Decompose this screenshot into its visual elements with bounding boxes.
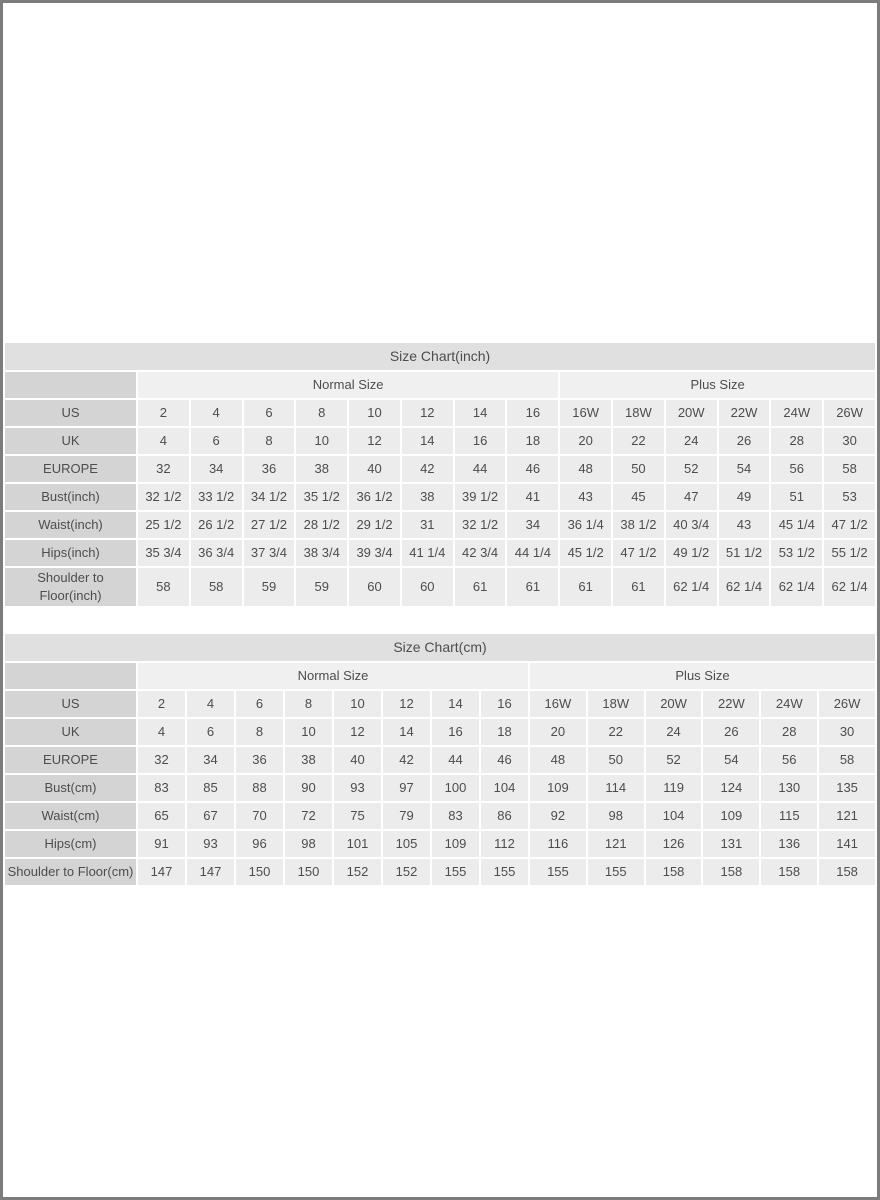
size-value-cell: 86 xyxy=(481,803,528,829)
size-value-cell: 65 xyxy=(138,803,185,829)
size-value-cell: 14 xyxy=(432,691,479,717)
table-row xyxy=(5,512,875,538)
size-value-cell: 22W xyxy=(703,691,759,717)
size-value-cell: 35 3/4 xyxy=(138,540,189,566)
size-value-cell: 46 xyxy=(507,456,558,482)
size-value-cell: 32 xyxy=(138,747,185,773)
size-value-cell: 26 1/2 xyxy=(191,512,242,538)
row-label: Hips(cm) xyxy=(5,831,136,857)
size-value-cell: 36 1/4 xyxy=(560,512,611,538)
size-value-cell: 158 xyxy=(646,859,702,885)
size-value-cell: 36 xyxy=(236,747,283,773)
size-value-cell: 47 1/2 xyxy=(824,512,875,538)
size-value-cell: 22 xyxy=(588,719,644,745)
size-value-cell: 38 xyxy=(402,484,453,510)
size-value-cell: 10 xyxy=(285,719,332,745)
table-row xyxy=(5,691,875,717)
size-value-cell: 34 xyxy=(507,512,558,538)
size-value-cell: 115 xyxy=(761,803,817,829)
size-value-cell: 61 xyxy=(507,568,558,606)
size-value-cell: 104 xyxy=(481,775,528,801)
table-row xyxy=(5,456,875,482)
size-value-cell: 109 xyxy=(530,775,586,801)
size-value-cell: 116 xyxy=(530,831,586,857)
size-value-cell: 93 xyxy=(187,831,234,857)
size-value-cell: 20 xyxy=(560,428,611,454)
size-value-cell: 35 1/2 xyxy=(296,484,347,510)
size-value-cell: 34 xyxy=(187,747,234,773)
size-value-cell: 158 xyxy=(819,859,875,885)
size-value-cell: 16 xyxy=(432,719,479,745)
size-value-cell: 75 xyxy=(334,803,381,829)
row-label: Bust(cm) xyxy=(5,775,136,801)
size-value-cell: 20W xyxy=(646,691,702,717)
size-value-cell: 32 1/2 xyxy=(138,484,189,510)
row-label: US xyxy=(5,400,136,426)
column-group-row xyxy=(5,372,875,398)
row-label: Waist(inch) xyxy=(5,512,136,538)
size-value-cell: 147 xyxy=(187,859,234,885)
size-value-cell: 52 xyxy=(646,747,702,773)
size-value-cell: 39 1/2 xyxy=(455,484,506,510)
size-value-cell: 14 xyxy=(383,719,430,745)
column-group-header: Normal Size xyxy=(138,663,528,689)
size-value-cell: 54 xyxy=(703,747,759,773)
size-chart-inch-section xyxy=(3,341,877,608)
size-value-cell: 38 xyxy=(285,747,332,773)
size-value-cell: 14 xyxy=(402,428,453,454)
size-value-cell: 104 xyxy=(646,803,702,829)
size-value-cell: 16 xyxy=(455,428,506,454)
size-value-cell: 53 xyxy=(824,484,875,510)
size-value-cell: 67 xyxy=(187,803,234,829)
size-value-cell: 100 xyxy=(432,775,479,801)
size-value-cell: 42 xyxy=(383,747,430,773)
size-value-cell: 45 1/4 xyxy=(771,512,822,538)
size-value-cell: 20W xyxy=(666,400,717,426)
size-value-cell: 150 xyxy=(236,859,283,885)
size-value-cell: 26W xyxy=(824,400,875,426)
size-value-cell: 155 xyxy=(530,859,586,885)
size-value-cell: 58 xyxy=(138,568,189,606)
size-value-cell: 2 xyxy=(138,691,185,717)
size-value-cell: 41 xyxy=(507,484,558,510)
size-value-cell: 6 xyxy=(244,400,295,426)
column-group-header: Normal Size xyxy=(138,372,558,398)
size-value-cell: 97 xyxy=(383,775,430,801)
table-title-row xyxy=(5,634,875,661)
size-value-cell: 46 xyxy=(481,747,528,773)
size-value-cell: 10 xyxy=(296,428,347,454)
size-value-cell: 47 xyxy=(666,484,717,510)
size-value-cell: 98 xyxy=(588,803,644,829)
size-value-cell: 92 xyxy=(530,803,586,829)
size-value-cell: 41 1/4 xyxy=(402,540,453,566)
size-chart-cm-table xyxy=(3,632,877,887)
size-value-cell: 10 xyxy=(349,400,400,426)
size-value-cell: 18 xyxy=(481,719,528,745)
size-value-cell: 2 xyxy=(138,400,189,426)
size-value-cell: 58 xyxy=(819,747,875,773)
size-value-cell: 58 xyxy=(824,456,875,482)
table-row xyxy=(5,568,875,606)
size-value-cell: 158 xyxy=(703,859,759,885)
size-value-cell: 29 1/2 xyxy=(349,512,400,538)
size-value-cell: 30 xyxy=(824,428,875,454)
size-value-cell: 12 xyxy=(383,691,430,717)
size-value-cell: 51 xyxy=(771,484,822,510)
size-value-cell: 98 xyxy=(285,831,332,857)
size-value-cell: 59 xyxy=(296,568,347,606)
size-value-cell: 112 xyxy=(481,831,528,857)
size-value-cell: 16 xyxy=(507,400,558,426)
size-value-cell: 27 1/2 xyxy=(244,512,295,538)
size-value-cell: 36 xyxy=(244,456,295,482)
size-value-cell: 30 xyxy=(819,719,875,745)
size-value-cell: 60 xyxy=(349,568,400,606)
size-value-cell: 131 xyxy=(703,831,759,857)
size-value-cell: 61 xyxy=(455,568,506,606)
size-value-cell: 4 xyxy=(138,428,189,454)
size-value-cell: 28 1/2 xyxy=(296,512,347,538)
size-value-cell: 12 xyxy=(334,719,381,745)
size-value-cell: 60 xyxy=(402,568,453,606)
size-value-cell: 14 xyxy=(455,400,506,426)
size-chart-inch-body xyxy=(5,343,875,606)
size-value-cell: 105 xyxy=(383,831,430,857)
size-value-cell: 83 xyxy=(432,803,479,829)
size-value-cell: 49 xyxy=(719,484,770,510)
size-value-cell: 50 xyxy=(613,456,664,482)
size-value-cell: 155 xyxy=(481,859,528,885)
table-row xyxy=(5,775,875,801)
column-group-header: Plus Size xyxy=(560,372,875,398)
size-value-cell: 91 xyxy=(138,831,185,857)
size-value-cell: 59 xyxy=(244,568,295,606)
size-value-cell: 121 xyxy=(588,831,644,857)
size-value-cell: 18W xyxy=(588,691,644,717)
row-label: UK xyxy=(5,428,136,454)
corner-cell xyxy=(5,663,136,689)
size-value-cell: 88 xyxy=(236,775,283,801)
row-label: EUROPE xyxy=(5,456,136,482)
size-value-cell: 38 xyxy=(296,456,347,482)
column-group-header: Plus Size xyxy=(530,663,875,689)
size-value-cell: 31 xyxy=(402,512,453,538)
table-row xyxy=(5,719,875,745)
size-value-cell: 44 xyxy=(432,747,479,773)
size-value-cell: 38 3/4 xyxy=(296,540,347,566)
size-value-cell: 8 xyxy=(296,400,347,426)
size-value-cell: 40 xyxy=(334,747,381,773)
size-value-cell: 24 xyxy=(666,428,717,454)
size-value-cell: 40 xyxy=(349,456,400,482)
size-chart-cm-body xyxy=(5,634,875,885)
size-value-cell: 79 xyxy=(383,803,430,829)
table-title: Size Chart(inch) xyxy=(5,343,875,370)
corner-cell xyxy=(5,372,136,398)
size-value-cell: 43 xyxy=(560,484,611,510)
size-value-cell: 45 xyxy=(613,484,664,510)
size-value-cell: 12 xyxy=(349,428,400,454)
size-value-cell: 52 xyxy=(666,456,717,482)
size-value-cell: 38 1/2 xyxy=(613,512,664,538)
size-value-cell: 119 xyxy=(646,775,702,801)
size-value-cell: 6 xyxy=(187,719,234,745)
size-value-cell: 37 3/4 xyxy=(244,540,295,566)
size-value-cell: 36 1/2 xyxy=(349,484,400,510)
size-value-cell: 141 xyxy=(819,831,875,857)
size-value-cell: 24W xyxy=(771,400,822,426)
size-value-cell: 48 xyxy=(530,747,586,773)
size-value-cell: 45 1/2 xyxy=(560,540,611,566)
row-label: Hips(inch) xyxy=(5,540,136,566)
size-value-cell: 109 xyxy=(432,831,479,857)
table-row xyxy=(5,747,875,773)
size-chart-cm-section xyxy=(3,632,877,887)
size-value-cell: 6 xyxy=(236,691,283,717)
size-value-cell: 121 xyxy=(819,803,875,829)
size-value-cell: 36 3/4 xyxy=(191,540,242,566)
size-value-cell: 8 xyxy=(236,719,283,745)
size-value-cell: 126 xyxy=(646,831,702,857)
size-value-cell: 62 1/4 xyxy=(771,568,822,606)
table-row xyxy=(5,803,875,829)
table-row xyxy=(5,859,875,885)
size-value-cell: 20 xyxy=(530,719,586,745)
size-value-cell: 96 xyxy=(236,831,283,857)
size-value-cell: 10 xyxy=(334,691,381,717)
table-row xyxy=(5,484,875,510)
size-value-cell: 47 1/2 xyxy=(613,540,664,566)
page-content xyxy=(3,3,877,887)
size-value-cell: 49 1/2 xyxy=(666,540,717,566)
size-value-cell: 72 xyxy=(285,803,332,829)
size-value-cell: 22 xyxy=(613,428,664,454)
size-value-cell: 130 xyxy=(761,775,817,801)
size-value-cell: 61 xyxy=(613,568,664,606)
size-value-cell: 136 xyxy=(761,831,817,857)
table-row xyxy=(5,540,875,566)
size-value-cell: 42 3/4 xyxy=(455,540,506,566)
size-value-cell: 62 1/4 xyxy=(719,568,770,606)
size-value-cell: 33 1/2 xyxy=(191,484,242,510)
size-value-cell: 155 xyxy=(432,859,479,885)
size-value-cell: 135 xyxy=(819,775,875,801)
size-value-cell: 39 3/4 xyxy=(349,540,400,566)
size-value-cell: 114 xyxy=(588,775,644,801)
size-value-cell: 58 xyxy=(191,568,242,606)
column-group-row xyxy=(5,663,875,689)
size-value-cell: 55 1/2 xyxy=(824,540,875,566)
size-value-cell: 16W xyxy=(530,691,586,717)
size-value-cell: 101 xyxy=(334,831,381,857)
size-value-cell: 158 xyxy=(761,859,817,885)
table-title-row xyxy=(5,343,875,370)
size-value-cell: 152 xyxy=(334,859,381,885)
row-label: Waist(cm) xyxy=(5,803,136,829)
size-value-cell: 32 1/2 xyxy=(455,512,506,538)
size-value-cell: 28 xyxy=(761,719,817,745)
size-value-cell: 12 xyxy=(402,400,453,426)
size-value-cell: 147 xyxy=(138,859,185,885)
size-value-cell: 25 1/2 xyxy=(138,512,189,538)
size-value-cell: 4 xyxy=(187,691,234,717)
size-value-cell: 24W xyxy=(761,691,817,717)
size-value-cell: 51 1/2 xyxy=(719,540,770,566)
table-title: Size Chart(cm) xyxy=(5,634,875,661)
size-value-cell: 54 xyxy=(719,456,770,482)
size-value-cell: 24 xyxy=(646,719,702,745)
size-value-cell: 85 xyxy=(187,775,234,801)
size-value-cell: 152 xyxy=(383,859,430,885)
size-value-cell: 26W xyxy=(819,691,875,717)
size-value-cell: 16 xyxy=(481,691,528,717)
size-chart-inch-table xyxy=(3,341,877,608)
size-value-cell: 26 xyxy=(719,428,770,454)
row-label: Bust(inch) xyxy=(5,484,136,510)
row-label: Shoulder to Floor(inch) xyxy=(5,568,136,606)
size-value-cell: 22W xyxy=(719,400,770,426)
table-row xyxy=(5,400,875,426)
size-value-cell: 48 xyxy=(560,456,611,482)
size-value-cell: 4 xyxy=(191,400,242,426)
size-value-cell: 43 xyxy=(719,512,770,538)
size-value-cell: 150 xyxy=(285,859,332,885)
size-value-cell: 8 xyxy=(244,428,295,454)
size-value-cell: 34 xyxy=(191,456,242,482)
row-label: US xyxy=(5,691,136,717)
size-value-cell: 155 xyxy=(588,859,644,885)
size-value-cell: 62 1/4 xyxy=(824,568,875,606)
size-value-cell: 34 1/2 xyxy=(244,484,295,510)
size-value-cell: 61 xyxy=(560,568,611,606)
size-value-cell: 18W xyxy=(613,400,664,426)
size-value-cell: 26 xyxy=(703,719,759,745)
table-row xyxy=(5,831,875,857)
size-value-cell: 18 xyxy=(507,428,558,454)
size-value-cell: 50 xyxy=(588,747,644,773)
size-value-cell: 42 xyxy=(402,456,453,482)
table-row xyxy=(5,428,875,454)
size-value-cell: 109 xyxy=(703,803,759,829)
size-value-cell: 44 1/4 xyxy=(507,540,558,566)
size-value-cell: 83 xyxy=(138,775,185,801)
row-label: EUROPE xyxy=(5,747,136,773)
size-value-cell: 32 xyxy=(138,456,189,482)
size-value-cell: 90 xyxy=(285,775,332,801)
size-value-cell: 8 xyxy=(285,691,332,717)
size-value-cell: 6 xyxy=(191,428,242,454)
size-value-cell: 70 xyxy=(236,803,283,829)
size-value-cell: 4 xyxy=(138,719,185,745)
size-value-cell: 28 xyxy=(771,428,822,454)
size-value-cell: 44 xyxy=(455,456,506,482)
size-value-cell: 53 1/2 xyxy=(771,540,822,566)
row-label: UK xyxy=(5,719,136,745)
size-value-cell: 62 1/4 xyxy=(666,568,717,606)
size-value-cell: 56 xyxy=(771,456,822,482)
size-value-cell: 56 xyxy=(761,747,817,773)
row-label: Shoulder to Floor(cm) xyxy=(5,859,136,885)
size-value-cell: 93 xyxy=(334,775,381,801)
size-value-cell: 16W xyxy=(560,400,611,426)
size-value-cell: 40 3/4 xyxy=(666,512,717,538)
size-value-cell: 124 xyxy=(703,775,759,801)
